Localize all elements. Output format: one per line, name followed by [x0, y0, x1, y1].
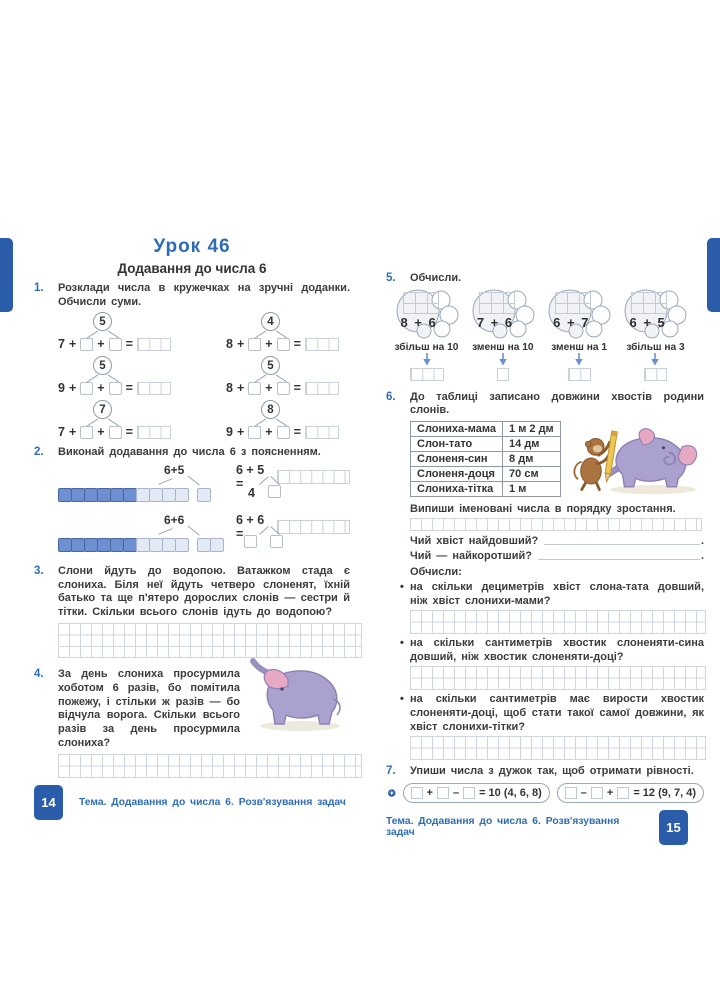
explained-addition — [236, 463, 350, 510]
answer-grid[interactable] — [137, 426, 171, 439]
plus-sign: + — [97, 381, 105, 396]
equation-text: 6 + 6 = — [236, 512, 265, 541]
cloud-exercise — [619, 288, 692, 386]
write-out-instruction: Випиши іменовані числа в порядку зростання. — [410, 502, 676, 515]
plus-sign: + — [97, 425, 105, 440]
cubes-model — [58, 513, 234, 560]
question-text: Чий хвіст найдовший? — [410, 534, 539, 547]
task-text: Упиши числа з дужок так, щоб отримати рівності. — [410, 765, 694, 778]
task-text: Виконай додавання до числа 6 з поясненням. — [58, 446, 321, 459]
elephant-name-cell: Слоненя-син — [411, 451, 503, 466]
bullet-question — [400, 693, 704, 734]
cubes-label: 6+5 — [164, 462, 185, 477]
plus-sign: + — [265, 337, 273, 352]
cloud-expression: 7 + 6 — [476, 314, 514, 330]
elephant-name-cell: Слоненя-доця — [411, 466, 503, 481]
task-5 — [386, 272, 704, 286]
operator: + — [426, 786, 433, 799]
decomposition-equation — [58, 312, 208, 353]
equals-sign: = — [125, 425, 133, 440]
tail-length-cell: 8 дм — [503, 451, 561, 466]
table-row — [411, 481, 561, 496]
circle-number: 5 — [261, 356, 280, 375]
table-row — [411, 451, 561, 466]
answer-line-grid[interactable] — [410, 518, 702, 531]
monkey-measuring-elephant-illustration — [565, 417, 704, 499]
operation-label: збільш на 3 — [626, 341, 685, 353]
equals-sign: = — [293, 425, 301, 440]
bullet-icon: • — [400, 580, 404, 593]
cloud-exercise — [543, 288, 616, 386]
addend: 7 — [58, 337, 65, 352]
task-number: 3. — [34, 564, 44, 577]
answer-grid[interactable] — [277, 520, 350, 534]
answer-box[interactable] — [277, 426, 290, 439]
answer-grid[interactable] — [137, 382, 171, 395]
tail-lengths-table — [410, 421, 561, 497]
operator: – — [580, 786, 587, 799]
answer-grid[interactable] — [568, 368, 591, 381]
task-number: 5. — [386, 272, 396, 284]
footer-theme: Тема. Додавання до числа 6. Розв'язування задач — [79, 797, 346, 809]
bullet-question — [400, 581, 704, 608]
table-row — [411, 466, 561, 481]
answer-box[interactable] — [80, 382, 93, 395]
operator: – — [452, 786, 460, 799]
task-7 — [386, 765, 704, 779]
equals-sign: = — [125, 381, 133, 396]
working-grid[interactable] — [58, 754, 362, 778]
cloud-answer-grid[interactable] — [555, 292, 591, 314]
decomposition-equation — [226, 356, 376, 397]
task1-equations — [58, 312, 350, 441]
table-row — [411, 421, 561, 436]
task-number: 4. — [34, 668, 44, 681]
cloud-answer-grid[interactable] — [403, 292, 439, 314]
cubes-label: 6+6 — [164, 512, 185, 527]
elephant-name-cell: Слон-тато — [411, 436, 503, 451]
task2-row-6plus6 — [58, 513, 350, 560]
table-row — [411, 436, 561, 451]
answer-box[interactable] — [411, 787, 423, 799]
bullet-question — [400, 637, 704, 664]
cloud-shape — [470, 288, 536, 340]
answer-box[interactable] — [437, 787, 449, 799]
cloud-answer-grid[interactable] — [631, 292, 667, 314]
task-number: 2. — [34, 446, 44, 459]
task5-clouds — [390, 288, 692, 386]
down-arrow-icon — [650, 353, 660, 366]
cloud-exercise — [390, 288, 463, 386]
question-text: Чий — найкоротший? — [410, 549, 532, 562]
decomposition-equation — [58, 400, 208, 441]
plus-sign: + — [236, 381, 245, 396]
compute-label: Обчисли: — [410, 565, 462, 578]
plus-sign: + — [265, 381, 273, 396]
plus-sign: + — [236, 425, 245, 440]
task-number: 1. — [34, 282, 44, 294]
plus-sign: + — [68, 425, 77, 440]
answer-box[interactable] — [270, 535, 283, 548]
result-and-bracket: = 10 (4, 6, 8) — [479, 786, 542, 799]
question-longest: Чий хвіст найдовший? . — [410, 534, 704, 547]
answer-box[interactable] — [463, 787, 475, 799]
cloud-shape — [394, 288, 460, 340]
bullet-text: на скільки дециметрів хвіст слона-тата довший, ніж хвіст слонихи-мами? — [410, 580, 704, 607]
page-14 — [0, 236, 360, 845]
operation-label: збільш на 10 — [394, 341, 459, 353]
circle-number: 5 — [93, 312, 112, 331]
decomposition-equation — [58, 356, 208, 397]
cloud-expression: 6 + 5 — [629, 314, 667, 330]
cloud-expression: 8 + 6 — [400, 314, 438, 330]
task-2 — [34, 446, 350, 460]
answer-grid[interactable] — [410, 368, 444, 381]
answer-box[interactable] — [591, 787, 603, 799]
answer-grid[interactable] — [305, 382, 339, 395]
answer-line[interactable] — [538, 559, 700, 560]
elephant-name-cell: Слониха-мама — [411, 421, 503, 436]
plus-sign: + — [68, 337, 77, 352]
tail-length-cell: 14 дм — [503, 436, 561, 451]
working-grid[interactable] — [410, 610, 706, 634]
plus-sign: + — [236, 337, 245, 352]
task-number: 6. — [386, 390, 396, 403]
answer-box[interactable] — [248, 382, 261, 395]
answer-grid[interactable] — [277, 470, 350, 484]
answer-box[interactable] — [248, 338, 261, 351]
page-number-badge: 14 — [34, 785, 63, 820]
cloud-shape — [622, 288, 688, 340]
equation-pill — [403, 783, 550, 803]
addend: 9 — [58, 381, 65, 396]
answer-grid[interactable] — [305, 338, 339, 351]
plus-sign: + — [68, 381, 77, 396]
answer-grid[interactable] — [137, 338, 171, 351]
operator: + — [606, 786, 614, 799]
lesson-subtitle: Додавання до числа 6 — [117, 261, 267, 276]
bullet-icon: • — [400, 637, 404, 650]
task-text: Слони йдуть до водопою. Ватажком стада є слониха. Біля неї йдуть четверо слоненят, їхній батько та ще п'ятеро дорослих слонів — сестри й тітки. Скільки всього слонів ідуть до водопою? — [58, 564, 350, 618]
answer-grid[interactable] — [644, 368, 667, 381]
addend: 8 — [226, 381, 233, 396]
plus-sign: + — [97, 337, 105, 352]
footer-theme: Тема. Додавання до числа 6. Розв'язування задач — [386, 816, 620, 839]
working-grid[interactable] — [410, 736, 706, 760]
circle-number: 7 — [93, 400, 112, 419]
answer-box[interactable] — [109, 426, 122, 439]
task-1 — [34, 282, 350, 309]
answer-line[interactable] — [544, 544, 700, 545]
bullet-text: на скільки сантиметрів хвостик слоненяти-сина довший, ніж хвостик слоненяти-доці? — [410, 637, 704, 663]
cloud-shape — [546, 288, 612, 340]
decomposition-equation — [226, 400, 376, 441]
answer-box[interactable] — [109, 382, 122, 395]
down-arrow-icon — [422, 353, 432, 366]
plus-sign: + — [265, 425, 273, 440]
task-text: Обчисли. — [410, 272, 462, 284]
answer-grid[interactable] — [305, 426, 339, 439]
working-grid[interactable] — [58, 623, 362, 658]
equals-sign: = — [293, 337, 301, 352]
lightbulb-icon — [388, 783, 396, 803]
result-and-bracket: = 12 (9, 7, 4) — [633, 786, 696, 799]
lesson-title: Урок 46 — [153, 236, 231, 257]
tail-length-cell: 1 м 2 дм — [503, 421, 561, 436]
circle-number: 5 — [93, 356, 112, 375]
answer-box[interactable] — [109, 338, 122, 351]
task-text: До таблиці записано довжини хвостів родини слонів. — [410, 390, 704, 417]
decomposition-number: 4 — [248, 485, 255, 500]
elephant-name-cell: Слониха-тітка — [411, 481, 503, 496]
equation-text: 6 + 5 = — [236, 462, 265, 491]
operation-label: зменш на 1 — [551, 341, 608, 353]
circle-number: 4 — [261, 312, 280, 331]
answer-box[interactable] — [80, 338, 93, 351]
equals-sign: = — [293, 381, 301, 396]
circle-number: 8 — [261, 400, 280, 419]
question-shortest: Чий — найкоротший? . — [410, 549, 704, 562]
cloud-answer-grid[interactable] — [479, 292, 515, 314]
task-text: Розклади числа в кружечках на зручні доданки. Обчисли суми. — [58, 282, 350, 308]
equals-sign: = — [125, 337, 133, 352]
answer-box[interactable] — [277, 382, 290, 395]
tail-length-cell: 1 м — [503, 481, 561, 496]
task-3 — [34, 565, 350, 620]
answer-box[interactable] — [277, 338, 290, 351]
answer-box[interactable] — [248, 426, 261, 439]
answer-box[interactable] — [268, 485, 281, 498]
answer-box[interactable] — [80, 426, 93, 439]
answer-box[interactable] — [244, 535, 257, 548]
task-4 — [34, 668, 240, 750]
answer-grid[interactable] — [497, 368, 509, 381]
elephant-illustration — [242, 657, 350, 733]
down-arrow-icon — [498, 353, 508, 366]
bullet-icon: • — [400, 693, 404, 706]
answer-box[interactable] — [565, 787, 577, 799]
addend: 8 — [226, 337, 233, 352]
task2-row-6plus5 — [58, 463, 350, 510]
bullet-text: на скільки сантиметрів має вирости хвостик слоненяти-доці, щоб стати такої самої довжини, як хвіст слонихи-тітки? — [410, 693, 704, 733]
task-number: 7. — [386, 765, 396, 778]
addend: 7 — [58, 425, 65, 440]
down-arrow-icon — [574, 353, 584, 366]
operation-label: зменш на 10 — [472, 341, 534, 353]
cubes-model — [58, 463, 234, 510]
explained-addition — [236, 513, 350, 560]
task-6 — [386, 391, 704, 418]
decomposition-equation — [226, 312, 376, 353]
addend: 9 — [226, 425, 233, 440]
page-15 — [360, 236, 720, 845]
tail-length-cell: 70 см — [503, 466, 561, 481]
page-number-badge: 15 — [659, 810, 688, 845]
working-grid[interactable] — [410, 666, 706, 690]
equation-pill — [557, 783, 704, 803]
task-text: За день слониха просурмила хоботом 6 разів, бо помітила пожежу, і стільки ж разів — бо відчула ворога. Скільки всього разів за день просурмила слониха? — [58, 668, 240, 749]
answer-box[interactable] — [617, 787, 629, 799]
cloud-expression: 6 + 7 — [553, 314, 590, 330]
cloud-exercise — [466, 288, 539, 386]
